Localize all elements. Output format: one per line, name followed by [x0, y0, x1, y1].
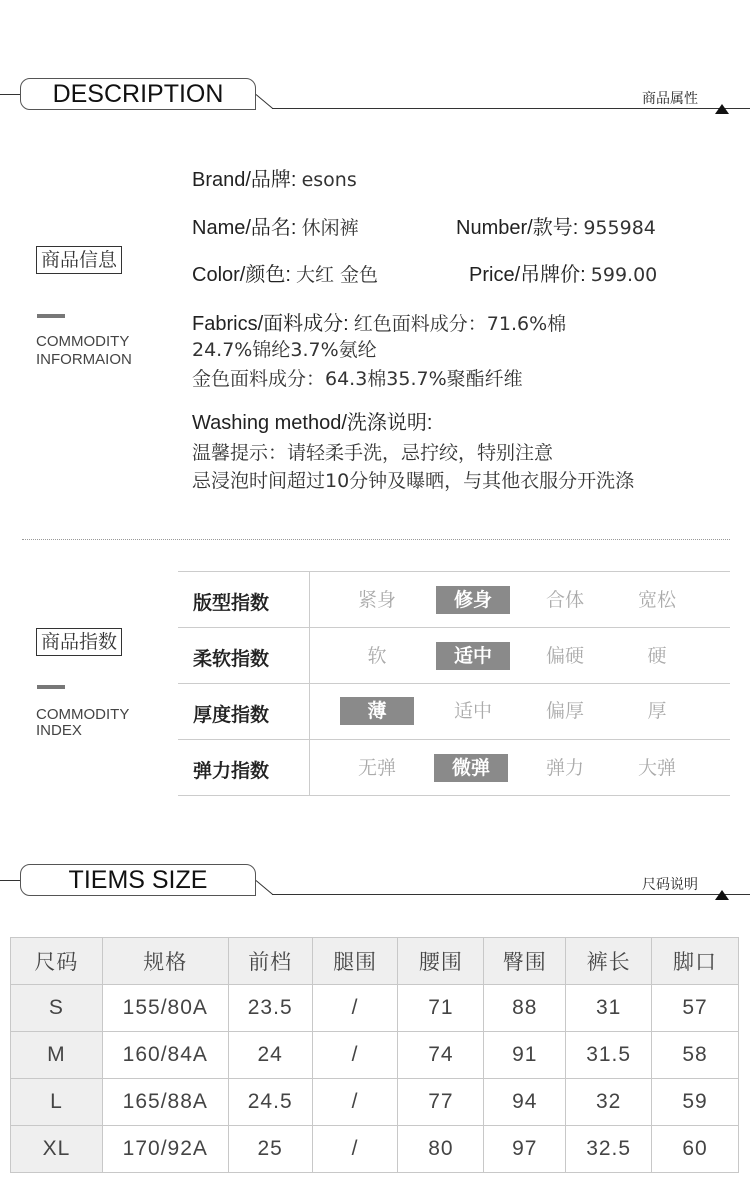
index-option: 偏厚: [545, 700, 584, 722]
size-cell: /: [312, 1032, 398, 1079]
table-row: [11, 1032, 739, 1079]
table-row: [11, 1126, 739, 1173]
commodity-info-label: 商品信息: [36, 246, 122, 274]
size-cell: 24.5: [228, 1079, 312, 1126]
size-cell: 88: [484, 985, 566, 1032]
index-row-line: [178, 627, 730, 628]
size-cell: 60: [652, 1126, 739, 1173]
commodity-info-en-2: INFORMAION: [36, 351, 132, 368]
brand-row: [192, 163, 357, 192]
fabrics-line-2: 24.7%锦纶3.7%氨纶: [192, 339, 377, 361]
size-cell: 77: [398, 1079, 484, 1126]
size-cell: 71: [398, 985, 484, 1032]
size-title: TIEMS SIZE: [20, 864, 256, 896]
commodity-index-en-1: COMMODITY: [36, 706, 130, 723]
index-option: 修身: [436, 586, 510, 614]
size-cell: 58: [652, 1032, 739, 1079]
size-cell: /: [312, 985, 398, 1032]
size-header-cell: 裤长: [566, 938, 652, 985]
color-label: Color/颜色:: [192, 264, 291, 286]
size-cell: 170/92A: [102, 1126, 228, 1173]
index-option: 硬: [647, 645, 667, 667]
name-label: Name/品名:: [192, 217, 297, 239]
size-cell: 32: [566, 1079, 652, 1126]
size-header-cell: 腿围: [312, 938, 398, 985]
size-cell: 23.5: [228, 985, 312, 1032]
index-option: 偏硬: [545, 645, 584, 667]
size-table-header-row: [11, 938, 739, 985]
size-note: 尺码说明: [642, 877, 698, 893]
size-cell: XL: [11, 1126, 103, 1173]
index-option: 合体: [545, 589, 584, 611]
name-row: [192, 211, 359, 240]
price-value: 599.00: [590, 264, 658, 286]
fabrics-row: [192, 307, 566, 336]
index-row-line: [178, 795, 730, 796]
size-cell: /: [312, 1079, 398, 1126]
fabrics-line-1: 红色面料成分：71.6%棉: [353, 313, 567, 335]
header-left-line: [0, 880, 22, 881]
size-cell: 31.5: [566, 1032, 652, 1079]
name-value: 休闲裤: [301, 217, 359, 239]
section-divider: [22, 539, 730, 540]
fabrics-line-3: 金色面料成分：64.3棉35.7%聚酯纤维: [192, 368, 523, 390]
size-cell: 94: [484, 1079, 566, 1126]
index-option: 微弹: [434, 754, 508, 782]
index-row-line: [178, 739, 730, 740]
size-cell: 31: [566, 985, 652, 1032]
index-option: 薄: [340, 697, 414, 725]
size-table: [10, 937, 739, 1173]
washing-line-1: 温馨提示：请轻柔手洗，忌拧绞，特别注意: [192, 442, 554, 464]
description-note: 商品属性: [642, 91, 698, 107]
triangle-marker-icon: [715, 890, 729, 900]
header-right-line: [272, 108, 750, 109]
size-cell: L: [11, 1079, 103, 1126]
size-cell: M: [11, 1032, 103, 1079]
description-title: DESCRIPTION: [20, 78, 256, 110]
color-value: 大红 金色: [296, 264, 379, 286]
index-row-label: 柔软指数: [193, 648, 270, 670]
index-option: 弹力: [545, 757, 584, 779]
header-left-line: [0, 94, 22, 95]
number-label: Number/款号:: [456, 217, 579, 239]
price-label: Price/吊牌价:: [469, 264, 586, 286]
table-row: [11, 985, 739, 1032]
size-cell: 160/84A: [102, 1032, 228, 1079]
header-right-line: [272, 894, 750, 895]
index-option: 厚: [647, 700, 667, 722]
size-header-cell: 臀围: [484, 938, 566, 985]
size-cell: /: [312, 1126, 398, 1173]
color-row: [192, 258, 378, 287]
index-option: 软: [367, 645, 387, 667]
commodity-info-bar: [37, 314, 65, 318]
brand-value: esons: [301, 169, 357, 191]
commodity-index-label: 商品指数: [36, 628, 122, 656]
commodity-index-bar: [37, 685, 65, 689]
index-option: 无弹: [357, 757, 396, 779]
price-row: [469, 258, 657, 287]
size-cell: 57: [652, 985, 739, 1032]
index-option: 适中: [436, 642, 510, 670]
index-row-label: 弹力指数: [193, 760, 270, 782]
washing-line-2: 忌浸泡时间超过10分钟及曝晒，与其他衣服分开洗涤: [192, 470, 635, 492]
size-header-cell: 规格: [102, 938, 228, 985]
size-cell: 25: [228, 1126, 312, 1173]
size-cell: 165/88A: [102, 1079, 228, 1126]
size-cell: 32.5: [566, 1126, 652, 1173]
index-option: 紧身: [357, 589, 396, 611]
size-cell: 74: [398, 1032, 484, 1079]
index-row-label: 厚度指数: [193, 704, 270, 726]
size-header-cell: 前档: [228, 938, 312, 985]
size-cell: 24: [228, 1032, 312, 1079]
index-row-label: 版型指数: [193, 592, 270, 614]
size-cell: S: [11, 985, 103, 1032]
number-row: [456, 211, 656, 240]
size-cell: 80: [398, 1126, 484, 1173]
index-row-line: [178, 683, 730, 684]
commodity-info-en-1: COMMODITY: [36, 333, 130, 350]
size-cell: 155/80A: [102, 985, 228, 1032]
size-header-cell: 腰围: [398, 938, 484, 985]
index-option: 宽松: [637, 589, 676, 611]
washing-label: Washing method/洗涤说明:: [192, 412, 433, 434]
brand-label: Brand/品牌:: [192, 169, 297, 191]
header-diagonal-line: [256, 94, 273, 109]
triangle-marker-icon: [715, 104, 729, 114]
index-option: 大弹: [637, 757, 676, 779]
size-cell: 91: [484, 1032, 566, 1079]
index-row-line: [178, 571, 730, 572]
size-cell: 97: [484, 1126, 566, 1173]
table-row: [11, 1079, 739, 1126]
size-header-cell: 尺码: [11, 938, 103, 985]
index-column-line: [309, 571, 310, 795]
index-option: 适中: [453, 700, 492, 722]
commodity-index-en-2: INDEX: [36, 722, 82, 739]
header-diagonal-line: [256, 880, 273, 895]
number-value: 955984: [583, 217, 656, 239]
size-header-cell: 脚口: [652, 938, 739, 985]
fabrics-label: Fabrics/面料成分:: [192, 313, 349, 335]
size-cell: 59: [652, 1079, 739, 1126]
